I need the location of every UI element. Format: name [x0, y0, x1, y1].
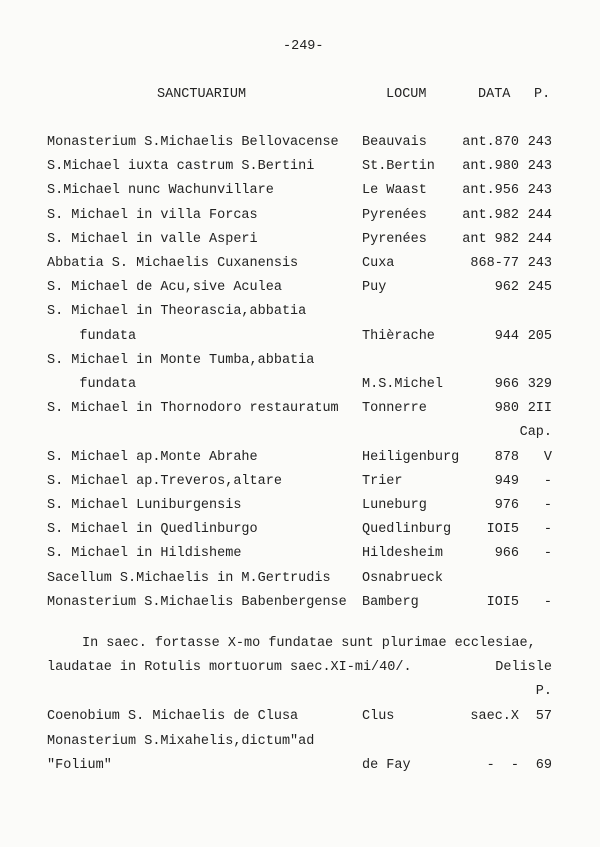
row-page: -: [543, 498, 552, 513]
row-name: Monasterium S.Michaelis Bellovacense: [47, 135, 339, 150]
row-name: S. Michael in Thornodoro restauratum: [47, 401, 339, 417]
header-data: DATA: [478, 87, 511, 102]
row-date: 966: [494, 546, 519, 562]
row-date: IOI5: [486, 522, 519, 538]
row-page: 244: [527, 207, 552, 223]
header-locum: LOCUM: [386, 87, 427, 102]
row-date: ant 982: [462, 231, 519, 247]
row-place: Beauvais: [362, 135, 427, 150]
row-page: 245: [527, 280, 552, 296]
row-name: S.Michael iuxta castrum S.Bertini: [47, 159, 315, 175]
row-place: Quedlinburg: [362, 522, 452, 538]
row-place: Trier: [362, 473, 403, 489]
paragraph-line-1: In saec. fortasse X-mo fundatae sunt plurimae ecclesiae,: [82, 636, 536, 651]
row-date: - -: [486, 758, 519, 773]
row-place: Luneburg: [362, 498, 427, 513]
row-name: S. Michael in Theorascia,abbatia: [47, 304, 307, 320]
row-page: -: [543, 473, 552, 489]
row-name: S. Michael in Monte Tumba,abbatia: [47, 352, 315, 368]
row-place: Osnabrueck: [362, 570, 444, 586]
row-date: 944: [494, 328, 519, 344]
reference-p: P.: [535, 684, 552, 699]
row-page: 243: [527, 183, 552, 199]
row-name: Sacellum S.Michaelis in M.Gertrudis: [47, 570, 331, 586]
row-name: Monasterium S.Mixahelis,dictum"ad: [47, 733, 315, 749]
row-name: fundata: [47, 328, 137, 344]
row-place: Tonnerre: [362, 401, 427, 417]
row-date: 980: [494, 401, 519, 417]
row-date: 976: [494, 498, 519, 513]
row-page: Cap.: [519, 425, 552, 441]
row-page: 69: [535, 758, 552, 773]
row-page: 57: [535, 709, 552, 724]
row-place: Clus: [362, 709, 395, 724]
row-name: S. Michael ap.Monte Abrahe: [47, 449, 258, 465]
header-sanctuarium: SANCTUARIUM: [157, 87, 247, 102]
row-name: S. Michael ap.Treveros,altare: [47, 473, 282, 489]
row-place: Hildesheim: [362, 546, 444, 562]
row-date: 868-77: [470, 256, 519, 271]
page-number: -249-: [283, 39, 324, 54]
row-date: ant.870: [462, 135, 519, 150]
row-name: S. Michael in valle Asperi: [47, 231, 258, 247]
row-place: Puy: [362, 280, 387, 296]
row-name: S. Michael Luniburgensis: [47, 498, 242, 513]
row-name: Abbatia S. Michaelis Cuxanensis: [47, 256, 299, 271]
row-place: Cuxa: [362, 256, 395, 271]
row-place: Le Waast: [362, 183, 427, 199]
row-name: S.Michael nunc Wachunvillare: [47, 183, 274, 199]
row-place: Heiligenburg: [362, 449, 460, 465]
row-name: Coenobium S. Michaelis de Clusa: [47, 709, 299, 724]
row-date: 949: [494, 473, 519, 489]
row-date: 878: [494, 449, 519, 465]
row-date: ant.982: [462, 207, 519, 223]
row-name: S. Michael in Quedlinburgo: [47, 522, 258, 538]
row-date: saec.X: [470, 709, 519, 724]
row-date: 962: [494, 280, 519, 296]
row-page: 243: [527, 256, 552, 271]
row-place: M.S.Michel: [362, 377, 444, 392]
row-date: IOI5: [486, 594, 519, 610]
row-place: Pyrenées: [362, 207, 427, 223]
row-place: Pyrenées: [362, 231, 427, 247]
row-name: S. Michael de Acu,sive Aculea: [47, 280, 282, 296]
row-place: de Fay: [362, 758, 411, 773]
row-name: fundata: [47, 377, 137, 392]
row-name: S. Michael in villa Forcas: [47, 207, 258, 223]
row-page: 243: [527, 159, 552, 175]
row-page: 243: [527, 135, 552, 150]
row-place: St.Bertin: [362, 159, 435, 175]
row-name: "Folium": [47, 758, 112, 773]
row-page: -: [543, 546, 552, 562]
row-date: ant.980: [462, 159, 519, 175]
row-page: 329: [527, 377, 552, 392]
row-page: V: [543, 449, 552, 465]
row-place: Bamberg: [362, 594, 419, 610]
row-date: 966: [494, 377, 519, 392]
row-date: ant.956: [462, 183, 519, 199]
row-page: 244: [527, 231, 552, 247]
row-page: 2II: [527, 401, 552, 417]
paragraph-line-2: laudatae in Rotulis mortuorum saec.XI-mi/40/.: [47, 660, 412, 675]
row-name: Monasterium S.Michaelis Babenbergense: [47, 594, 347, 610]
header-p: P.: [534, 87, 551, 102]
reference-author: Delisle: [495, 660, 552, 675]
row-page: -: [543, 522, 552, 538]
row-page: 205: [527, 328, 552, 344]
row-page: -: [543, 594, 552, 610]
row-name: S. Michael in Hildisheme: [47, 546, 242, 562]
row-place: Thièrache: [362, 328, 435, 344]
